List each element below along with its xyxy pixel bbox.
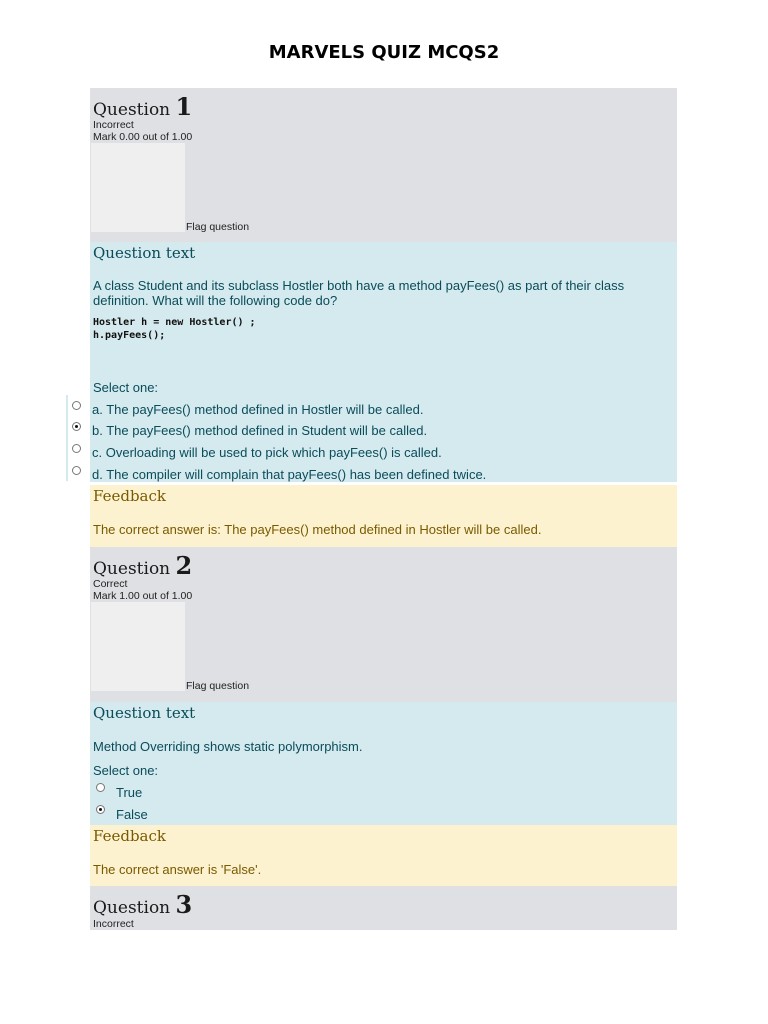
flag-icon[interactable] <box>91 602 185 691</box>
flag-icon[interactable] <box>91 143 185 232</box>
question-number: 2 <box>175 551 193 580</box>
radio-option-d[interactable] <box>72 466 81 475</box>
question-1-text <box>90 242 677 482</box>
feedback-heading: Feedback <box>93 487 166 505</box>
select-one-label: Select one: <box>93 380 159 395</box>
question-1-info <box>90 88 677 242</box>
feedback-text: The correct answer is 'False'. <box>93 862 262 877</box>
question-state: Incorrect <box>93 918 134 930</box>
question-prompt: A class Student and its subclass Hostler both have a method payFees() as part of their class definition. What will the following code do? <box>93 278 625 308</box>
answer-option-d[interactable]: d. The compiler will complain that payFees() has been defined twice. <box>92 467 487 482</box>
question-label: Question <box>93 898 171 918</box>
code-line: h.payFees(); <box>93 330 166 341</box>
answer-option-c[interactable]: c. Overloading will be used to pick which payFees() is called. <box>92 445 442 460</box>
question-number: 3 <box>175 890 193 919</box>
answer-option-b[interactable]: b. The payFees() method defined in Student will be called. <box>92 423 428 438</box>
radio-option-true[interactable] <box>96 783 105 792</box>
document-title: MARVELS QUIZ MCQS2 <box>268 42 500 63</box>
select-one-label: Select one: <box>93 763 159 778</box>
question-text-heading: Question text <box>93 244 196 262</box>
question-text-heading: Question text <box>93 704 196 722</box>
question-2-info <box>90 547 677 702</box>
question-number: 1 <box>175 92 193 121</box>
question-3-title <box>93 890 192 919</box>
feedback-heading: Feedback <box>93 827 166 845</box>
question-1-title <box>93 92 192 121</box>
question-2-text <box>90 702 677 825</box>
question-label: Question <box>93 100 171 120</box>
question-state: Correct <box>93 578 128 590</box>
question-2-feedback <box>90 825 677 886</box>
radio-option-b[interactable] <box>72 422 81 431</box>
radio-option-false[interactable] <box>96 805 105 814</box>
question-label: Question <box>93 559 171 579</box>
question-mark: Mark 1.00 out of 1.00 <box>93 590 193 602</box>
flag-question-link[interactable]: Flag question <box>186 680 250 692</box>
question-1-feedback <box>90 485 677 547</box>
question-3-info <box>90 886 677 930</box>
question-prompt: Method Overriding shows static polymorphism. <box>93 739 363 754</box>
question-mark: Mark 0.00 out of 1.00 <box>93 131 193 143</box>
code-line: Hostler h = new Hostler() ; <box>93 317 256 328</box>
question-2-title <box>93 551 192 580</box>
answer-option-true[interactable]: True <box>116 785 143 800</box>
answer-option-false[interactable]: False <box>116 807 148 822</box>
radio-option-c[interactable] <box>72 444 81 453</box>
answer-option-a[interactable]: a. The payFees() method defined in Hostler will be called. <box>92 402 424 417</box>
question-state: Incorrect <box>93 119 134 131</box>
radio-option-a[interactable] <box>72 401 81 410</box>
feedback-text: The correct answer is: The payFees() method defined in Hostler will be called. <box>93 522 542 537</box>
flag-question-link[interactable]: Flag question <box>186 221 250 233</box>
